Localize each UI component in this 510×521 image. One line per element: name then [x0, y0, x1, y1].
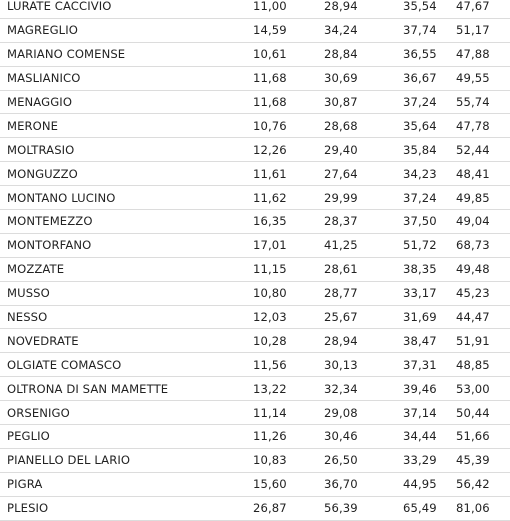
municipality-name-cell: MERONE — [0, 114, 253, 138]
table-row — [0, 472, 510, 496]
value-1-cell: 11,14 — [253, 401, 324, 425]
value-3-cell: 33,29 — [403, 448, 456, 472]
value-3-cell: 37,31 — [403, 353, 456, 377]
table-row — [0, 18, 510, 42]
table-row — [0, 425, 510, 449]
table-row — [0, 90, 510, 114]
value-4-cell: 47,67 — [456, 0, 510, 18]
municipality-name-cell: MOZZATE — [0, 257, 253, 281]
value-4-cell: 47,78 — [456, 114, 510, 138]
value-2-cell: 30,46 — [324, 425, 403, 449]
value-4-cell: 55,74 — [456, 90, 510, 114]
value-4-cell: 49,55 — [456, 66, 510, 90]
value-4-cell: 44,47 — [456, 305, 510, 329]
table-row — [0, 281, 510, 305]
value-1-cell: 16,35 — [253, 210, 324, 234]
table-row — [0, 329, 510, 353]
value-3-cell: 44,95 — [403, 472, 456, 496]
value-1-cell: 11,00 — [253, 0, 324, 18]
value-4-cell: 49,48 — [456, 257, 510, 281]
value-2-cell: 29,40 — [324, 138, 403, 162]
value-3-cell: 34,23 — [403, 162, 456, 186]
value-3-cell: 36,67 — [403, 66, 456, 90]
value-3-cell: 37,24 — [403, 186, 456, 210]
value-4-cell: 51,91 — [456, 329, 510, 353]
municipality-name-cell: PEGLIO — [0, 425, 253, 449]
value-2-cell: 29,99 — [324, 186, 403, 210]
municipality-name-cell: MONTORFANO — [0, 233, 253, 257]
value-3-cell: 37,74 — [403, 18, 456, 42]
value-4-cell: 47,88 — [456, 42, 510, 66]
table-row — [0, 496, 510, 520]
value-2-cell: 30,13 — [324, 353, 403, 377]
value-1-cell: 10,83 — [253, 448, 324, 472]
value-1-cell: 11,61 — [253, 162, 324, 186]
table-row — [0, 401, 510, 425]
value-1-cell: 10,61 — [253, 42, 324, 66]
value-1-cell: 12,03 — [253, 305, 324, 329]
value-4-cell: 52,44 — [456, 138, 510, 162]
value-4-cell: 68,73 — [456, 233, 510, 257]
value-3-cell: 37,14 — [403, 401, 456, 425]
value-1-cell: 10,76 — [253, 114, 324, 138]
value-2-cell: 28,84 — [324, 42, 403, 66]
value-1-cell: 11,26 — [253, 425, 324, 449]
value-3-cell: 38,47 — [403, 329, 456, 353]
municipality-name-cell: OLTRONA DI SAN MAMETTE — [0, 377, 253, 401]
value-1-cell: 12,26 — [253, 138, 324, 162]
value-1-cell: 11,68 — [253, 66, 324, 90]
value-2-cell: 32,34 — [324, 377, 403, 401]
value-1-cell: 26,87 — [253, 496, 324, 520]
value-3-cell: 37,50 — [403, 210, 456, 234]
municipality-name-cell: MUSSO — [0, 281, 253, 305]
table-row — [0, 257, 510, 281]
table-row — [0, 305, 510, 329]
table-row — [0, 42, 510, 66]
value-2-cell: 30,69 — [324, 66, 403, 90]
value-4-cell: 56,42 — [456, 472, 510, 496]
value-2-cell: 28,37 — [324, 210, 403, 234]
table-row — [0, 233, 510, 257]
value-2-cell: 29,08 — [324, 401, 403, 425]
value-3-cell: 38,35 — [403, 257, 456, 281]
value-3-cell: 35,54 — [403, 0, 456, 18]
table-row — [0, 162, 510, 186]
value-2-cell: 25,67 — [324, 305, 403, 329]
value-4-cell: 81,06 — [456, 496, 510, 520]
table-row — [0, 114, 510, 138]
municipality-name-cell: NESSO — [0, 305, 253, 329]
value-2-cell: 41,25 — [324, 233, 403, 257]
value-2-cell: 28,77 — [324, 281, 403, 305]
value-4-cell: 51,17 — [456, 18, 510, 42]
value-4-cell: 49,04 — [456, 210, 510, 234]
municipality-name-cell: MONGUZZO — [0, 162, 253, 186]
municipality-name-cell: MARIANO COMENSE — [0, 42, 253, 66]
value-3-cell: 37,24 — [403, 90, 456, 114]
municipality-name-cell: MOLTRASIO — [0, 138, 253, 162]
value-3-cell: 39,46 — [403, 377, 456, 401]
value-4-cell: 45,39 — [456, 448, 510, 472]
value-4-cell: 48,41 — [456, 162, 510, 186]
municipality-name-cell: LURATE CACCIVIO — [0, 0, 253, 18]
municipality-name-cell: PLESIO — [0, 496, 253, 520]
value-1-cell: 10,28 — [253, 329, 324, 353]
table-row — [0, 448, 510, 472]
value-1-cell: 14,59 — [253, 18, 324, 42]
value-1-cell: 10,80 — [253, 281, 324, 305]
value-4-cell: 51,66 — [456, 425, 510, 449]
value-2-cell: 28,68 — [324, 114, 403, 138]
value-1-cell: 11,15 — [253, 257, 324, 281]
municipality-name-cell: OLGIATE COMASCO — [0, 353, 253, 377]
value-2-cell: 36,70 — [324, 472, 403, 496]
municipality-name-cell: PIGRA — [0, 472, 253, 496]
value-1-cell: 17,01 — [253, 233, 324, 257]
table-row — [0, 353, 510, 377]
table-row — [0, 210, 510, 234]
municipality-name-cell: NOVEDRATE — [0, 329, 253, 353]
value-1-cell: 15,60 — [253, 472, 324, 496]
value-2-cell: 27,64 — [324, 162, 403, 186]
value-2-cell: 28,61 — [324, 257, 403, 281]
value-1-cell: 11,68 — [253, 90, 324, 114]
value-3-cell: 31,69 — [403, 305, 456, 329]
value-3-cell: 33,17 — [403, 281, 456, 305]
value-2-cell: 34,24 — [324, 18, 403, 42]
value-4-cell: 45,23 — [456, 281, 510, 305]
value-1-cell: 13,22 — [253, 377, 324, 401]
municipality-name-cell: MONTANO LUCINO — [0, 186, 253, 210]
value-1-cell: 11,56 — [253, 353, 324, 377]
municipality-name-cell: PIANELLO DEL LARIO — [0, 448, 253, 472]
value-2-cell: 28,94 — [324, 0, 403, 18]
municipality-name-cell: MENAGGIO — [0, 90, 253, 114]
municipality-name-cell: MAGREGLIO — [0, 18, 253, 42]
value-3-cell: 51,72 — [403, 233, 456, 257]
value-2-cell: 28,94 — [324, 329, 403, 353]
table-row — [0, 66, 510, 90]
value-4-cell: 53,00 — [456, 377, 510, 401]
value-1-cell: 11,62 — [253, 186, 324, 210]
value-3-cell: 36,55 — [403, 42, 456, 66]
value-3-cell: 35,64 — [403, 114, 456, 138]
value-2-cell: 56,39 — [324, 496, 403, 520]
value-3-cell: 65,49 — [403, 496, 456, 520]
value-4-cell: 48,85 — [456, 353, 510, 377]
table-row — [0, 138, 510, 162]
value-4-cell: 49,85 — [456, 186, 510, 210]
value-3-cell: 35,84 — [403, 138, 456, 162]
table-row — [0, 186, 510, 210]
municipality-name-cell: MONTEMEZZO — [0, 210, 253, 234]
municipality-name-cell: MASLIANICO — [0, 66, 253, 90]
table-row — [0, 0, 510, 18]
value-3-cell: 34,44 — [403, 425, 456, 449]
municipality-name-cell: ORSENIGO — [0, 401, 253, 425]
value-4-cell: 50,44 — [456, 401, 510, 425]
value-2-cell: 26,50 — [324, 448, 403, 472]
table-row — [0, 377, 510, 401]
value-2-cell: 30,87 — [324, 90, 403, 114]
